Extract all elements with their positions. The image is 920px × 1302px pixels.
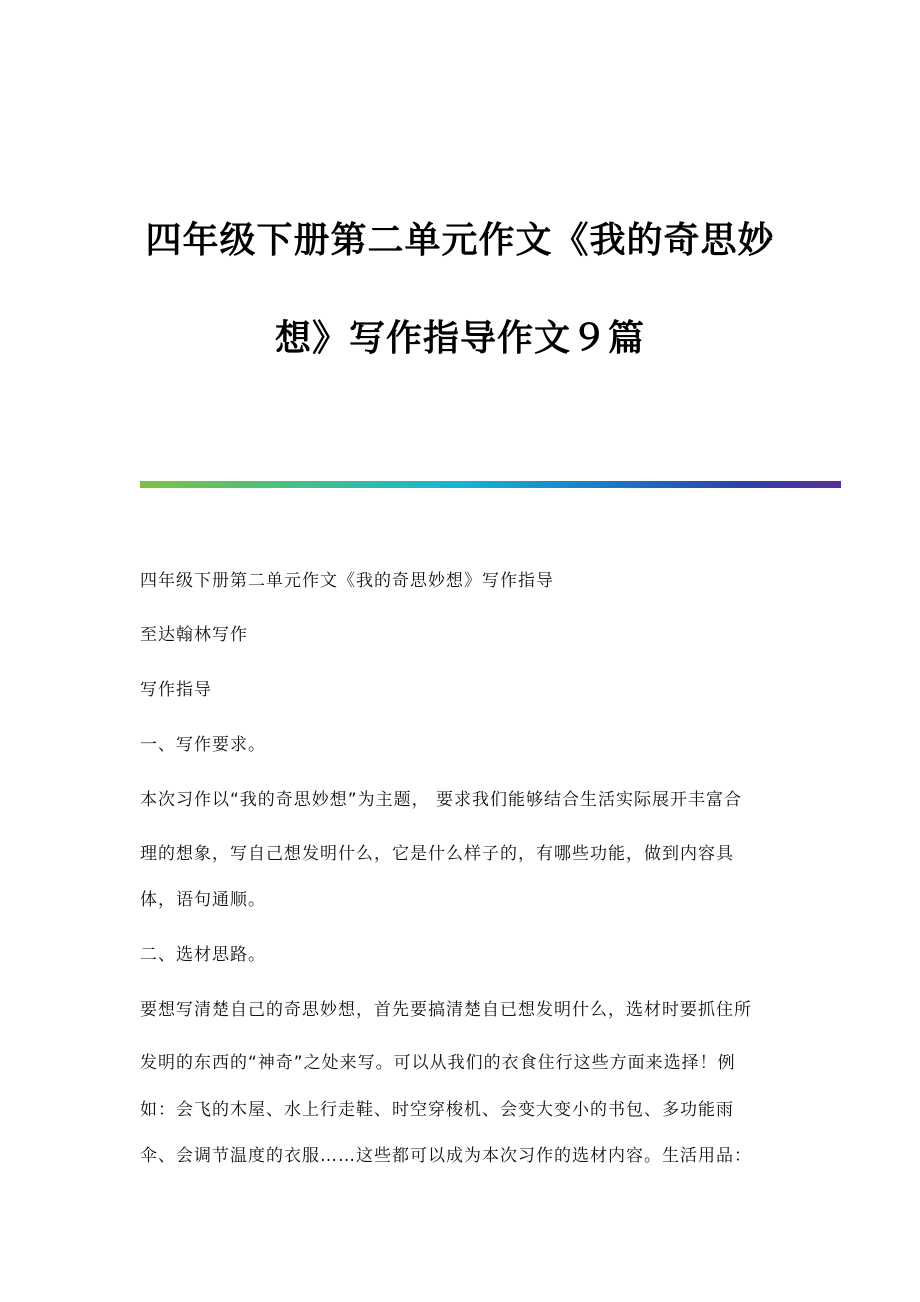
body-line: 伞、会调节温度的衣服……这些都可以成为本次习作的选材内容。生活用品： [140, 1146, 752, 1166]
document-title-line-2: 想》写作指导作文９篇 [274, 317, 645, 359]
body-line: 体，语句通顺。 [140, 890, 266, 910]
body-line: 发明的东西的“神奇”之处来写。可以从我们的衣食住行这些方面来选择！例 [140, 1053, 736, 1073]
body-line: 四年级下册第二单元作文《我的奇思妙想》写作指导 [140, 571, 554, 591]
body-line: 至达翰林写作 [140, 625, 248, 645]
gradient-divider [140, 481, 841, 488]
body-line: 本次习作以“我的奇思妙想”为主题， 要求我们能够结合生活实际展开丰富合 [140, 790, 743, 810]
body-line: 二、选材思路。 [140, 945, 266, 965]
body-line: 理的想象，写自己想发明什么，它是什么样子的，有哪些功能，做到内容具 [140, 844, 734, 864]
document-title-line-1: 四年级下册第二单元作文《我的奇思妙 [145, 219, 775, 261]
body-line: 一、写作要求。 [140, 735, 266, 755]
body-line: 如：会飞的木屋、水上行走鞋、时空穿梭机、会变大变小的书包、多功能雨 [140, 1100, 734, 1120]
body-line: 要想写清楚自己的奇思妙想，首先要搞清楚自已想发明什么，选材时要抓住所 [140, 1000, 752, 1020]
body-line: 写作指导 [140, 680, 212, 700]
